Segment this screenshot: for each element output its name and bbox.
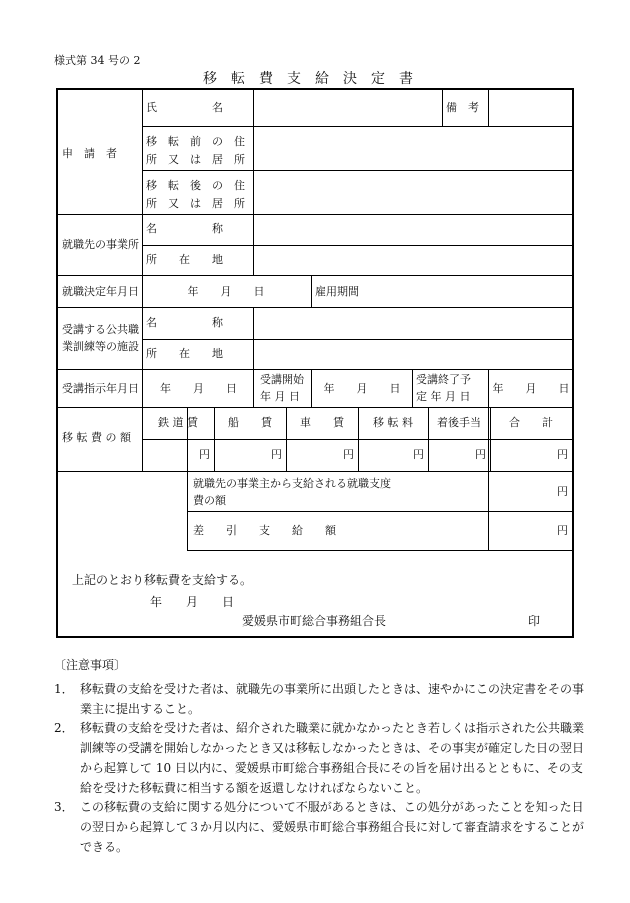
col-total: 合 計: [509, 416, 553, 429]
form-table: [56, 88, 574, 638]
employment-period-label: 雇用期間: [315, 285, 359, 298]
col-line: [253, 369, 254, 407]
row-line: [58, 307, 572, 308]
name-label: 氏 名: [146, 101, 223, 114]
issue-date: 年 月 日: [150, 595, 235, 609]
note-number: 1．: [54, 682, 74, 696]
note-number: 2．: [54, 721, 74, 735]
note-item-3: [54, 797, 584, 857]
remarks-label: 備 考: [446, 101, 479, 114]
course-end-label-2: 定 年 月 日: [416, 390, 471, 403]
col-line: [442, 90, 443, 126]
notes-heading: 〔注意事項〕: [54, 658, 127, 672]
facility-label: 受講する公共職: [62, 323, 139, 336]
yen-net: 円: [557, 524, 568, 537]
course-end-label: 受講終了予: [416, 373, 471, 386]
instruction-date-label: 受講指示年月日: [62, 382, 139, 395]
col-line: [488, 369, 489, 407]
course-start-label-2: 年 月 日: [260, 390, 300, 403]
row-line: [142, 245, 572, 246]
after-address-label: 移 転 後 の 住: [146, 179, 245, 192]
decision-date-value: 年 月 日: [187, 285, 265, 298]
course-start-value: 年 月 日: [323, 382, 401, 395]
yen-rail: 円: [199, 448, 210, 461]
seal-mark: 印: [528, 614, 541, 628]
row-line: [142, 126, 572, 127]
yen-ship: 円: [271, 448, 282, 461]
employer-label: 就職先の事業所: [62, 238, 139, 251]
form-number: 様式第 34 号の 2: [54, 54, 141, 67]
instruction-date-value: 年 月 日: [160, 382, 237, 395]
yen-car: 円: [343, 448, 354, 461]
row-line: [58, 471, 572, 472]
row-line: [58, 407, 572, 408]
col-line: [253, 90, 254, 275]
document-title: 移転費支給決定書: [203, 71, 427, 87]
row-line: [187, 511, 572, 512]
yen-settle: 円: [475, 448, 486, 461]
applicant-label: 申 請 者: [62, 147, 117, 160]
note-text: 移転費の支給を受けた者は、紹介された職業に就かなかったとき若しくは指示された公共職業訓練等の受講を開始しなかったとき又は移転しなかったときは、その事実が確定した日の翌日から起算して 10 日以内に、愛媛県市町総合事務組合長にその旨を届け出るとともに、その支給を受けた移転費に相当する額を返還しなければならないこと。: [80, 721, 585, 795]
row-line: [142, 170, 572, 171]
col-rail: 鉄 道 賃: [158, 416, 198, 429]
note-text: 移転費の支給を受けた者は、就職先の事業所に出頭したときは、速やかにこの決定書をその事業主に提出すること。: [80, 682, 585, 716]
note-item-2: [54, 718, 584, 798]
before-address-label: 移 転 前 の 住: [146, 135, 245, 148]
note-item-1: [54, 679, 584, 719]
facility-name-label: 名 称: [146, 316, 223, 329]
note-text: この移転費の支給に関する処分について不服があるときは、この処分があったことを知った日の翌日から起算して３か月以内に、愛媛県市町総合事務組合長に対して審査請求をすることができる。: [80, 800, 585, 854]
facility-location-label: 所 在 地: [146, 347, 223, 360]
note-number: 3．: [54, 800, 74, 814]
relocation-amount-label: 移 転 費 の 額: [62, 431, 131, 444]
facility-label-2: 業訓練等の施設: [62, 340, 139, 353]
statement: 上記のとおり移転費を支給する。: [72, 573, 253, 587]
col-moving: 移 転 料: [373, 416, 413, 429]
course-start-label: 受講開始: [260, 373, 304, 386]
before-address-label-2: 所 又 は 居 所: [146, 153, 245, 166]
col-car: 車 賃: [300, 416, 344, 429]
row-line: [142, 439, 572, 440]
row-line: [58, 369, 572, 370]
course-end-value: 年 月 日: [492, 382, 570, 395]
col-line: [142, 90, 143, 471]
col-line: [311, 369, 312, 407]
col-line: [488, 90, 489, 126]
row-line: [58, 214, 572, 215]
col-ship: 船 賃: [228, 416, 272, 429]
issuer: 愛媛県市町総合事務組合長: [242, 614, 387, 628]
employer-location-label: 所 在 地: [146, 253, 223, 266]
row-line: [58, 275, 572, 276]
col-settle: 着後手当: [437, 416, 481, 429]
yen-support: 円: [557, 485, 568, 498]
yen-total: 円: [557, 448, 568, 461]
decision-date-label: 就職決定年月日: [62, 285, 139, 298]
employer-support-label-2: 費の額: [193, 494, 226, 507]
yen-moving: 円: [413, 448, 424, 461]
col-line: [311, 275, 312, 307]
col-line: [412, 369, 413, 407]
row-line: [187, 550, 572, 551]
employer-support-label: 就職先の事業主から支給される就職支度: [193, 477, 391, 490]
after-address-label-2: 所 又 は 居 所: [146, 197, 245, 210]
row-line: [142, 339, 572, 340]
net-payment-label: 差 引 支 給 額: [193, 524, 336, 537]
employer-name-label: 名 称: [146, 222, 223, 235]
